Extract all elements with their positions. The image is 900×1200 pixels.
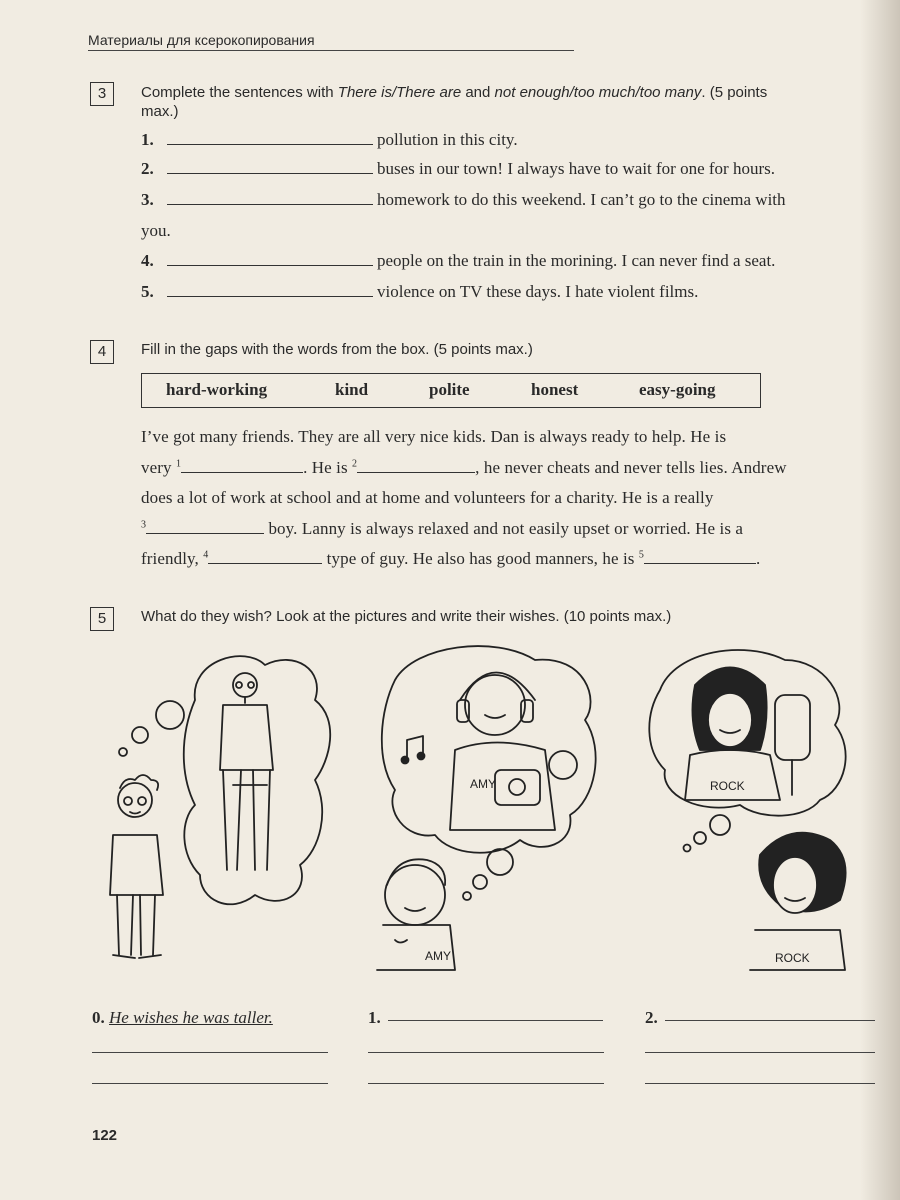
answer-2-line-1[interactable] [665, 1020, 875, 1021]
exercise-3-sentence-3-continued: you. [141, 221, 171, 240]
exercise-5-answer-2-number: 2. [645, 1008, 658, 1027]
paragraph-line: $^3$ boy. Lanny is always relaxed and not easily upset or worried. He is a [141, 518, 744, 538]
answer-2-line-2[interactable] [645, 1052, 875, 1053]
answer-blank[interactable] [167, 159, 373, 174]
answer-blank[interactable] [167, 251, 373, 266]
exercise-3-number: 3 [90, 82, 114, 106]
picture-label-rock-thought: ROCK [710, 779, 745, 793]
picture-label-rock: ROCK [775, 951, 810, 965]
gap-1[interactable] [181, 458, 303, 473]
exercise-5-number: 5 [90, 607, 114, 631]
exercise-3-sentence-4: 4. people on the train in the morining. I can never find a seat. [141, 251, 776, 270]
exercise-5-answer-0: 0. He wishes he was taller. [92, 1008, 273, 1027]
answer-0-line-3[interactable] [92, 1083, 328, 1084]
word-box-item: hard-working [166, 380, 268, 399]
word-box-item: easy-going [639, 380, 716, 399]
answer-blank[interactable] [167, 190, 373, 205]
picture-label-amy: AMY [425, 949, 452, 963]
exercise-3-sentence-2: 2. buses in our town! I always have to wait for one for hours. [141, 159, 775, 178]
picture-rock-mirror [649, 650, 845, 970]
exercise-3-sentence-3: 3. homework to do this weekend. I can’t go to the cinema with [141, 190, 786, 209]
answer-1-line-3[interactable] [368, 1083, 604, 1084]
picture-label-amy-thought: AMY [470, 777, 497, 791]
answer-1-line-2[interactable] [368, 1052, 604, 1053]
answer-0-line-2[interactable] [92, 1052, 328, 1053]
exercise-4-paragraph [141, 427, 879, 580]
answer-2-line-3[interactable] [645, 1083, 875, 1084]
word-box-item: honest [531, 380, 579, 399]
gap-4[interactable] [208, 549, 322, 564]
answer-blank[interactable] [167, 282, 373, 297]
exercise-5-instruction: What do they wish? Look at the pictures and write their wishes. (10 points max.) [141, 608, 672, 625]
exercise-3-instruction: Complete the sentences with There is/There are and not enough/too much/too many. (5 points max.) [141, 84, 768, 120]
exercise-5-answer-1-number: 1. [368, 1008, 381, 1027]
page-header: Материалы для ксерокопирования [88, 32, 574, 51]
exercise-3-sentence-5: 5. violence on TV these days. I hate violent films. [141, 282, 699, 301]
picture-boy-taller [110, 656, 330, 958]
exercise-4-instruction: Fill in the gaps with the words from the box. (5 points max.) [141, 341, 533, 358]
paragraph-line: I’ve got many friends. They are all very nice kids. Dan is always ready to help. He is [141, 427, 727, 446]
paragraph-line: friendly, $^4$ type of guy. He also has good manners, he is $^5$ . [141, 549, 761, 568]
exercise-4-number: 4 [90, 340, 114, 364]
word-box-item: kind [335, 380, 369, 399]
answer-blank[interactable] [167, 130, 373, 145]
exercise-5-illustrations [95, 640, 885, 980]
gap-3[interactable] [146, 519, 264, 534]
gap-5[interactable] [644, 549, 756, 564]
word-box [141, 373, 761, 408]
answer-1-line-1[interactable] [388, 1020, 603, 1021]
page-number: 122 [92, 1127, 118, 1144]
paragraph-line: does a lot of work at school and at home and volunteers for a charity. He is a really [141, 488, 714, 507]
paragraph-line: very $^1$ . He is $^2$ , he never cheats and never tells lies. Andrew [141, 457, 787, 477]
word-box-item: polite [429, 380, 470, 399]
exercise-3-sentence-1: 1. pollution in this city. [141, 130, 518, 149]
picture-amy-music [377, 646, 596, 970]
gap-2[interactable] [357, 458, 475, 473]
